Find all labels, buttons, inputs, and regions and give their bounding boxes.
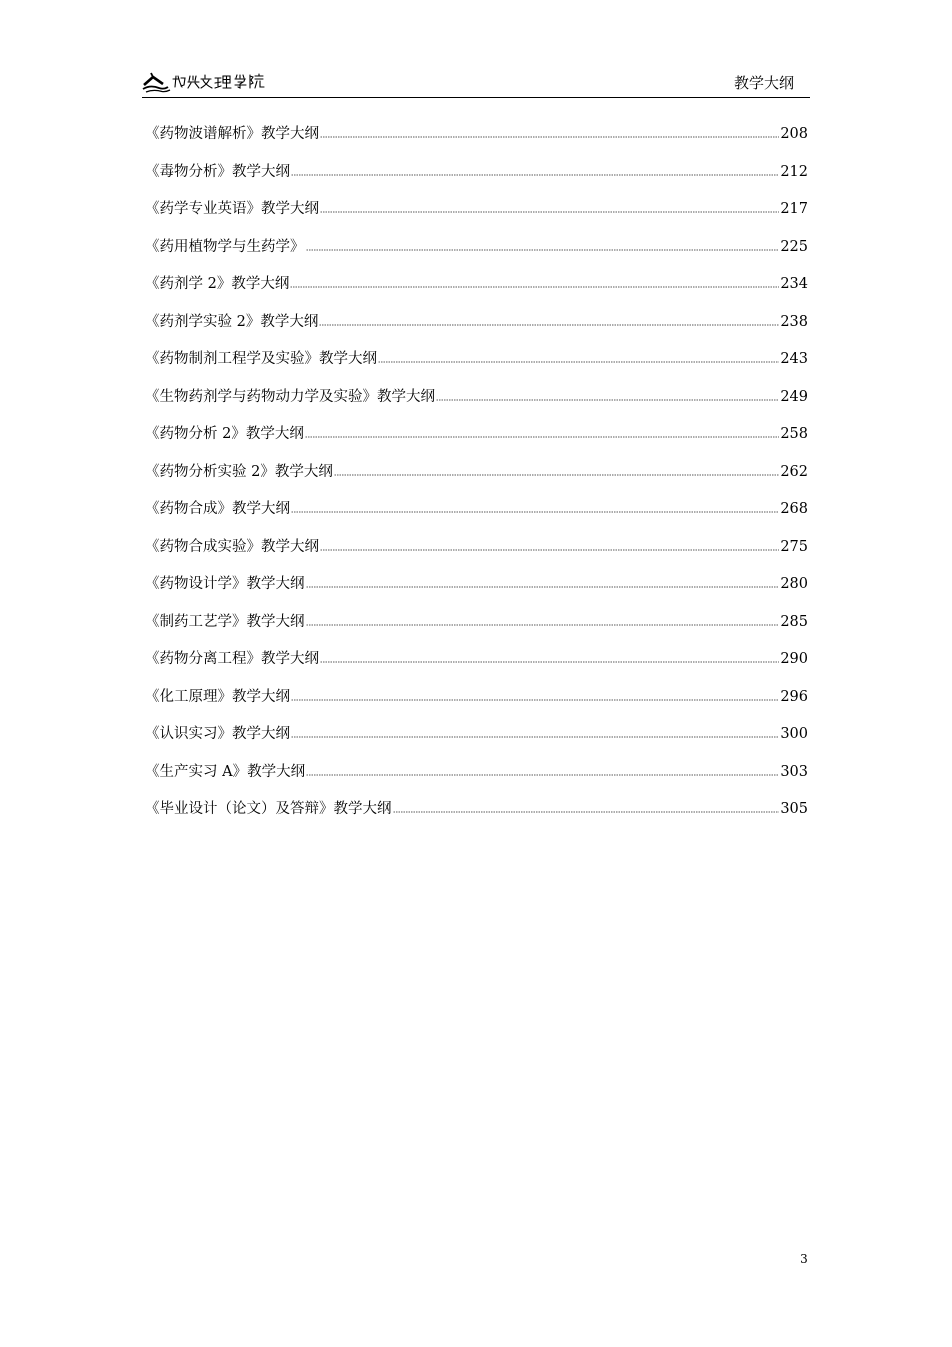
toc-entry-page: 212 [780, 163, 808, 180]
toc-entry[interactable] [145, 461, 808, 499]
toc-leader-dots [320, 209, 779, 213]
toc-leader-dots [334, 472, 779, 476]
toc-entry-title: 《生物药剂学与药物动力学及实验》教学大纲 [145, 388, 435, 405]
toc-entry-title: 《药物波谱解析》教学大纲 [145, 126, 319, 142]
toc-entry[interactable] [145, 648, 808, 686]
toc-entry[interactable] [145, 273, 808, 311]
toc-entry-title: 《药物分离工程》教学大纲 [145, 651, 319, 667]
toc-entry-page: 208 [780, 126, 808, 142]
toc-entry[interactable] [145, 573, 808, 611]
toc-entry-page: 243 [780, 351, 808, 367]
toc-entry-page: 258 [780, 426, 808, 442]
toc-entry-page: 300 [780, 726, 808, 742]
toc-leader-dots [378, 359, 779, 363]
toc-entry-page: 303 [780, 763, 808, 780]
toc-entry-title: 《认识实习》教学大纲 [145, 726, 290, 742]
toc-leader-dots [320, 547, 779, 551]
document-title: 教学大纲 [733, 74, 794, 92]
toc-entry-title: 《药物分析实验 2》教学大纲 [145, 463, 333, 480]
toc-entry[interactable] [145, 161, 808, 199]
toc-entry-page: 285 [780, 613, 808, 630]
toc-leader-dots [306, 247, 780, 251]
page-number: 3 [800, 1252, 808, 1266]
toc-leader-dots [290, 284, 779, 288]
toc-entry-page: 275 [780, 538, 808, 555]
toc-entry-page: 268 [780, 501, 808, 517]
table-of-contents [145, 123, 808, 836]
toc-entry-title: 《药物制剂工程学及实验》教学大纲 [145, 351, 377, 367]
toc-entry[interactable] [145, 311, 808, 349]
toc-leader-dots [291, 734, 779, 738]
toc-entry[interactable] [145, 723, 808, 761]
toc-entry[interactable] [145, 348, 808, 386]
toc-leader-dots [305, 434, 779, 438]
page-header [142, 66, 810, 98]
toc-leader-dots [393, 809, 780, 813]
toc-entry-page: 238 [780, 313, 808, 330]
toc-entry-title: 《药物分析 2》教学大纲 [145, 426, 304, 442]
toc-entry[interactable] [145, 236, 808, 274]
toc-entry-page: 217 [780, 201, 808, 217]
toc-entry-title: 《药物合成》教学大纲 [145, 501, 290, 517]
toc-leader-dots [306, 622, 780, 626]
toc-entry[interactable] [145, 198, 808, 236]
toc-leader-dots [320, 134, 779, 138]
toc-leader-dots [306, 584, 780, 588]
toc-entry-title: 《化工原理》教学大纲 [145, 688, 290, 705]
toc-entry-title: 《生产实习 A》教学大纲 [145, 763, 306, 780]
toc-leader-dots [291, 697, 779, 701]
toc-entry-page: 249 [780, 388, 808, 405]
toc-entry-title: 《药剂学实验 2》教学大纲 [145, 313, 319, 330]
toc-entry[interactable] [145, 761, 808, 799]
toc-entry[interactable] [145, 386, 808, 424]
toc-entry-page: 225 [780, 238, 808, 255]
toc-leader-dots [291, 509, 779, 513]
toc-entry-title: 《药物设计学》教学大纲 [145, 576, 305, 592]
toc-entry[interactable] [145, 123, 808, 161]
toc-entry-title: 《药用植物学与生药学》 [145, 238, 305, 255]
toc-entry-title: 《毒物分析》教学大纲 [145, 163, 290, 180]
toc-entry-title: 《药物合成实验》教学大纲 [145, 538, 319, 555]
toc-entry-page: 234 [780, 276, 808, 292]
toc-entry[interactable] [145, 798, 808, 836]
university-logo [142, 70, 272, 94]
toc-entry[interactable] [145, 423, 808, 461]
toc-entry[interactable] [145, 686, 808, 724]
toc-entry-page: 290 [780, 651, 808, 667]
toc-entry-title: 《药学专业英语》教学大纲 [145, 201, 319, 217]
toc-leader-dots [436, 397, 779, 401]
toc-leader-dots [306, 772, 779, 776]
toc-leader-dots [319, 322, 779, 326]
toc-entry-page: 280 [780, 576, 808, 592]
toc-entry[interactable] [145, 498, 808, 536]
toc-entry-title: 《毕业设计（论文）及答辩》教学大纲 [145, 801, 392, 817]
toc-entry-title: 《药剂学 2》教学大纲 [145, 276, 290, 292]
toc-entry[interactable] [145, 611, 808, 649]
toc-entry[interactable] [145, 536, 808, 574]
toc-entry-title: 《制药工艺学》教学大纲 [145, 613, 305, 630]
header-divider [142, 97, 810, 98]
toc-entry-page: 305 [780, 801, 808, 817]
toc-leader-dots [320, 659, 779, 663]
toc-entry-page: 262 [780, 463, 808, 480]
toc-entry-page: 296 [780, 688, 808, 705]
toc-leader-dots [291, 172, 779, 176]
